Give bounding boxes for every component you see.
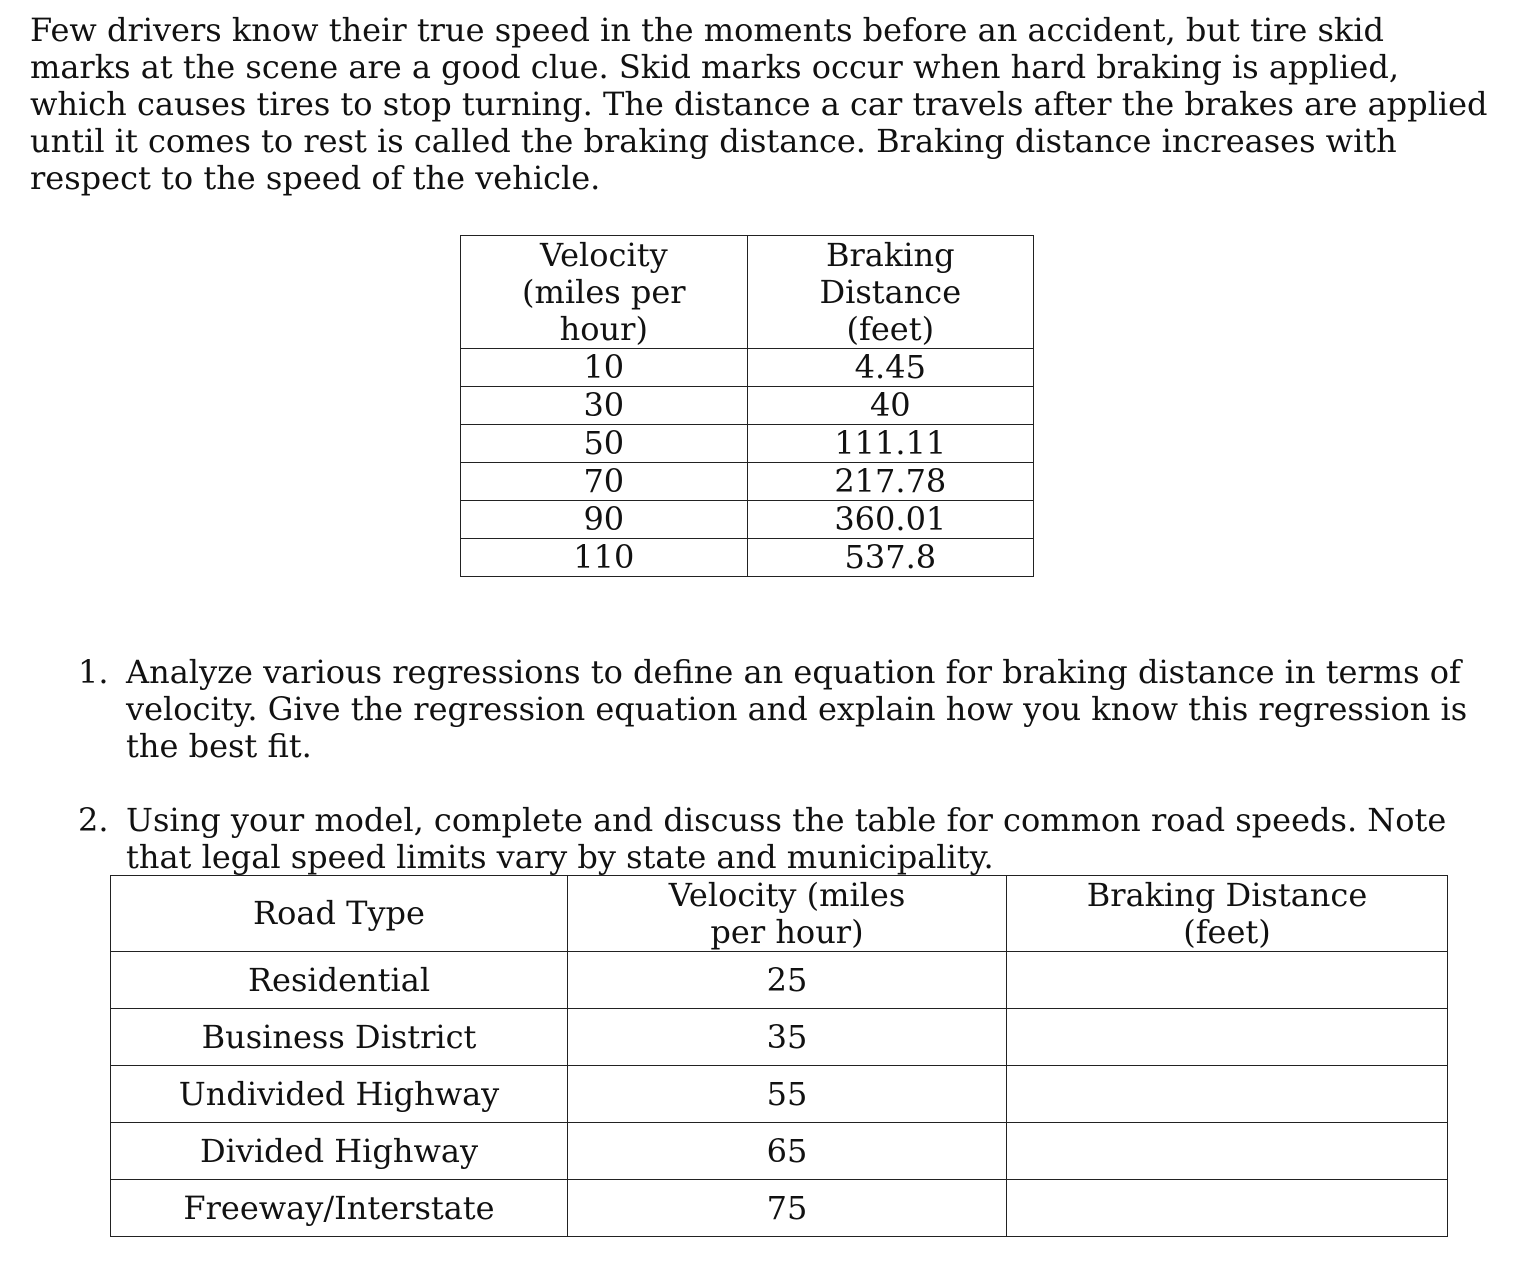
table-row (111, 1123, 1448, 1180)
intro-paragraph: Few drivers know their true speed in the moments before an accident, but tire skid marks at the scene are a good clue. Skid marks occur when hard braking is applied, which causes tires to stop turning. The distance a car travels after the brakes are applied until it comes to rest is called the braking distance. Braking distance increases with respect to the speed of the vehicle. (30, 11, 1488, 197)
velocity-cell: 30 (461, 387, 748, 425)
velocity-header: Velocity (miles per hour) (568, 876, 1007, 952)
velocity-cell: 110 (461, 539, 748, 577)
braking-distance-header: Braking Distance (feet) (1007, 876, 1448, 952)
road-type-cell: Divided Highway (111, 1123, 568, 1180)
velocity-cell: 50 (461, 425, 748, 463)
table-row (111, 1066, 1448, 1123)
road-type-header: Road Type (111, 876, 568, 952)
question-1 (78, 654, 1478, 765)
table-row (461, 425, 1034, 463)
road-type-cell: Business District (111, 1009, 568, 1066)
question-text: Analyze various regressions to define an equation for braking distance in terms of velocity. Give the regression equation and explain how you know this regression is the best fit. (126, 653, 1468, 765)
distance-cell: 111.11 (747, 425, 1033, 463)
braking-distance-cell[interactable] (1007, 1066, 1448, 1123)
braking-distance-header: Braking Distance (feet) (747, 236, 1033, 349)
question-text: Using your model, complete and discuss the table for common road speeds. Note that legal speed limits vary by state and municipality. (126, 801, 1447, 876)
velocity-cell: 65 (568, 1123, 1007, 1180)
question-number: 2. (78, 801, 109, 839)
distance-cell: 4.45 (747, 349, 1033, 387)
road-speed-table (110, 875, 1448, 1237)
velocity-cell: 10 (461, 349, 748, 387)
distance-cell: 537.8 (747, 539, 1033, 577)
braking-distance-cell[interactable] (1007, 1009, 1448, 1066)
velocity-cell: 35 (568, 1009, 1007, 1066)
table-header-row (111, 876, 1448, 952)
braking-distance-cell[interactable] (1007, 952, 1448, 1009)
velocity-header: Velocity (miles per hour) (461, 236, 748, 349)
table-row (461, 387, 1034, 425)
table-row (111, 952, 1448, 1009)
velocity-cell: 70 (461, 463, 748, 501)
braking-distance-cell[interactable] (1007, 1123, 1448, 1180)
velocity-cell: 55 (568, 1066, 1007, 1123)
table-row (461, 501, 1034, 539)
table-row (461, 539, 1034, 577)
velocity-cell: 90 (461, 501, 748, 539)
distance-cell: 360.01 (747, 501, 1033, 539)
distance-cell: 40 (747, 387, 1033, 425)
table-row (111, 1180, 1448, 1237)
road-type-cell: Freeway/Interstate (111, 1180, 568, 1237)
road-type-cell: Undivided Highway (111, 1066, 568, 1123)
velocity-braking-table (460, 235, 1034, 577)
table-row (461, 463, 1034, 501)
braking-distance-cell[interactable] (1007, 1180, 1448, 1237)
table-row (111, 1009, 1448, 1066)
question-number: 1. (78, 653, 109, 691)
road-type-cell: Residential (111, 952, 568, 1009)
velocity-cell: 25 (568, 952, 1007, 1009)
question-list (78, 654, 1478, 876)
question-2 (78, 802, 1478, 876)
table-row (461, 349, 1034, 387)
velocity-cell: 75 (568, 1180, 1007, 1237)
distance-cell: 217.78 (747, 463, 1033, 501)
table-header-row (461, 236, 1034, 349)
